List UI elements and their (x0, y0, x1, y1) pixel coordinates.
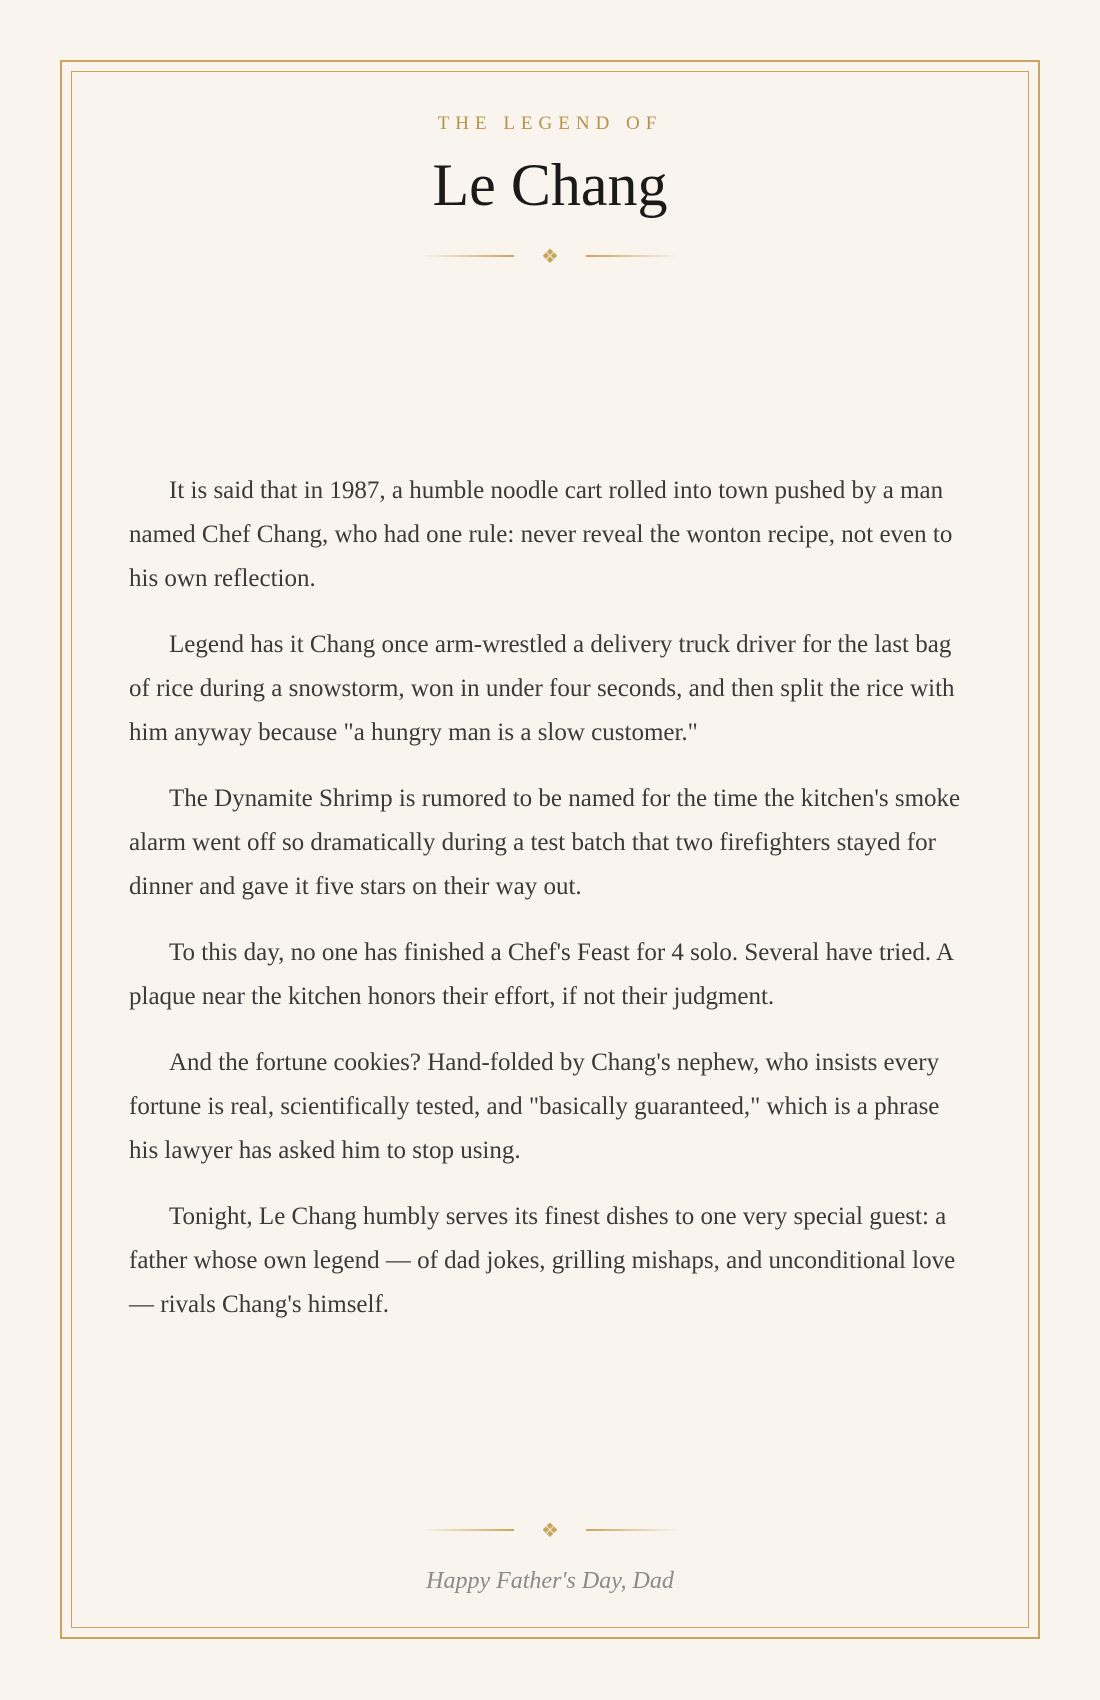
eyebrow-heading: THE LEGEND OF (437, 113, 663, 134)
diamond-flourish-icon: ❖ (541, 244, 559, 268)
top-divider-ornament (420, 244, 680, 268)
fathers-day-signoff: Happy Father's Day, Dad (426, 1568, 674, 1594)
divider-line-right (586, 1529, 680, 1531)
diamond-flourish-icon: ❖ (541, 1518, 559, 1542)
story-paragraph: To this day, no one has finished a Chef's Feast for 4 solo. Several have tried. A plaque near the kitchen honors their effort, if not their judgment. (129, 939, 953, 1010)
story-paragraph: And the fortune cookies? Hand-folded by Chang's nephew, who insists every fortune is real, scientifically tested, and "basically guaranteed," which is a phrase his lawyer has asked him to stop using. (129, 1049, 940, 1164)
story-paragraph: Legend has it Chang once arm-wrestled a delivery truck driver for the last bag of rice during a snowstorm, won in under four seconds, and then split the rice with him anyway because "a hungry man is a slow customer." (129, 631, 955, 746)
divider-line-left (420, 255, 514, 257)
story-paragraph: The Dynamite Shrimp is rumored to be named for the time the kitchen's smoke alarm went off so dramatically during a test batch that two firefighters stayed for dinner and gave it five stars on their way out. (129, 785, 961, 900)
bottom-divider-ornament (420, 1518, 680, 1542)
divider-line-right (586, 255, 680, 257)
story-paragraph: Tonight, Le Chang humbly serves its finest dishes to one very special guest: a father whose own legend — of dad jokes, grilling mishaps, and unconditional love — rivals Chang's himself. (129, 1203, 956, 1318)
divider-line-left (420, 1529, 514, 1531)
legend-story (129, 469, 969, 1349)
page-title: Le Chang (432, 152, 668, 218)
story-paragraph: It is said that in 1987, a humble noodle cart rolled into town pushed by a man named Chef Chang, who had one rule: never reveal the wonton recipe, not even to his own reflection. (129, 477, 953, 592)
